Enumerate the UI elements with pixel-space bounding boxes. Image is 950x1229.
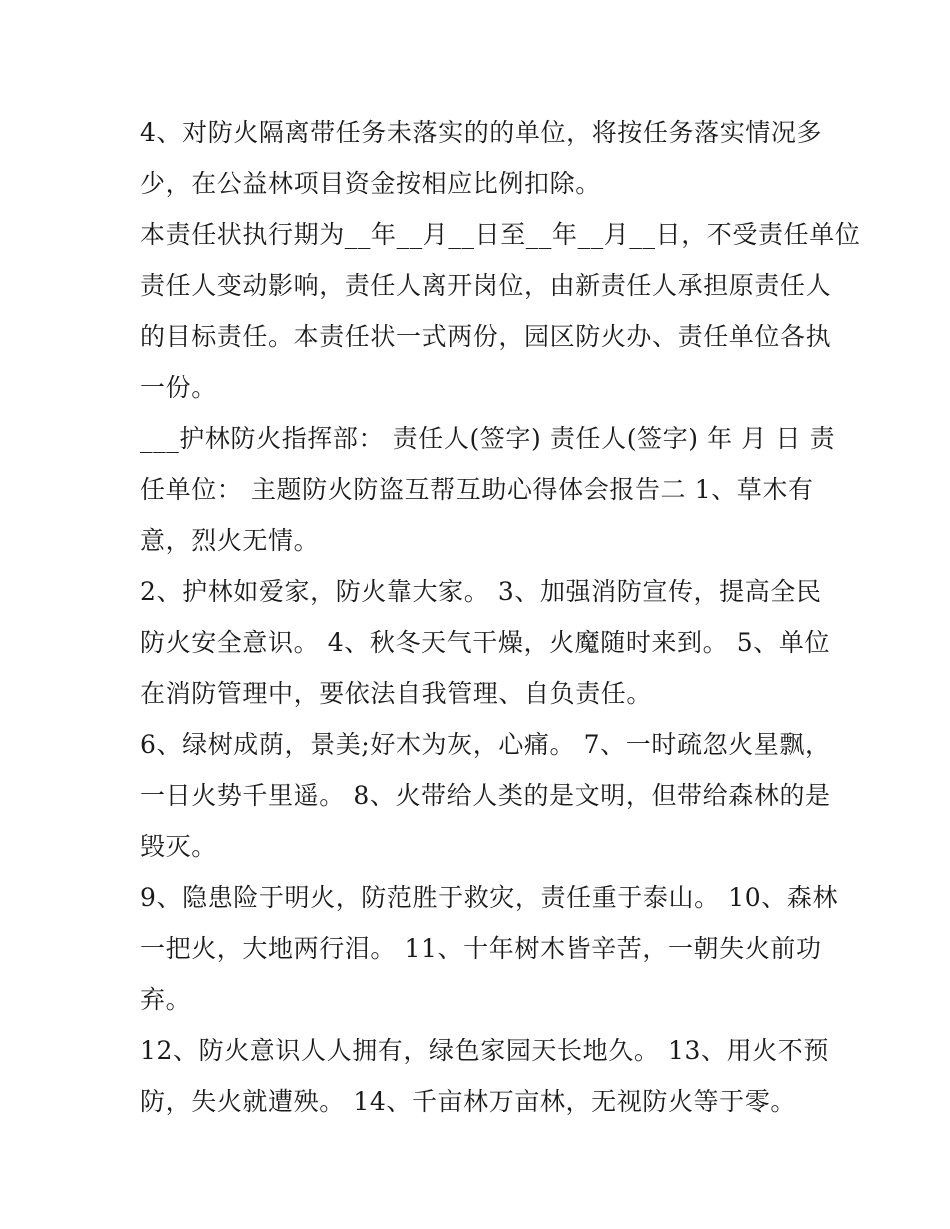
text-line: 一日火势千里遥。 8、火带给人类的是文明，但带给森林的是: [140, 781, 831, 810]
text-line: 4、对防火隔离带任务未落实的的单位，将按任务落实情况多: [140, 118, 823, 147]
text-line: 责任人变动影响，责任人离开岗位，由新责任人承担原责任人: [140, 271, 832, 300]
text-line: 2、护林如爱家，防火靠大家。 3、加强消防宣传，提高全民: [140, 577, 822, 606]
text-line: 9、隐患险于明火，防范胜于救灾，责任重于泰山。 10、森林: [140, 883, 839, 912]
document-body: [140, 107, 861, 1127]
text-line: 弃。: [140, 985, 192, 1014]
text-line: 任单位： 主题防火防盗互帮互助心得体会报告二 1、草木有: [140, 475, 814, 504]
text-line: 少，在公益林项目资金按相应比例扣除。: [140, 169, 601, 198]
text-line: 毁灭。: [140, 832, 217, 861]
text-line: 一把火，大地两行泪。 11、十年树木皆辛苦，一朝失火前功: [140, 934, 822, 963]
text-line: 一份。: [140, 373, 217, 402]
text-line: 12、防火意识人人拥有，绿色家园天长地久。 13、用火不预: [140, 1036, 829, 1065]
text-line: 在消防管理中，要依法自我管理、自负责任。: [140, 679, 653, 708]
text-line: 意，烈火无情。: [140, 526, 320, 555]
text-line: 6、绿树成荫，景美;好木为灰，心痛。 7、一时疏忽火星飘，: [140, 730, 831, 759]
text-line: 防火安全意识。 4、秋冬天气干燥，火魔随时来到。 5、单位: [140, 628, 831, 657]
text-line: 的目标责任。本责任状一式两份，园区防火办、责任单位各执: [140, 322, 832, 351]
text-line: ___护林防火指挥部： 责任人(签字) 责任人(签字) 年 月 日 责: [140, 424, 836, 453]
text-line: 本责任状执行期为__年__月__日至__年__月__日，不受责任单位: [140, 220, 861, 249]
text-line: 防，失火就遭殃。 14、千亩林万亩林，无视防火等于零。: [140, 1087, 796, 1116]
